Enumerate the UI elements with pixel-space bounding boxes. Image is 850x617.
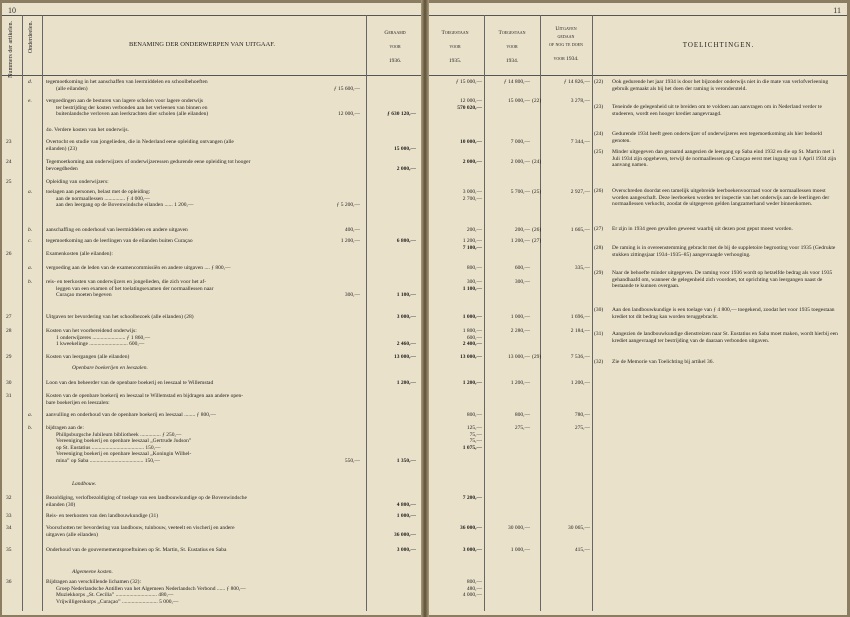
amount-1935: 2 000,— <box>462 159 482 165</box>
note-text: Er zijn in 1934 geen gevallen geweest waarbij uit dezen post geput moest worden. <box>612 226 793 232</box>
amount-1935: 3 000,— <box>462 547 482 553</box>
expenditure-1934: 3 278,— <box>570 98 590 104</box>
amount-1935: 75,— <box>469 431 482 438</box>
row-description: Kosten van leergangen (alle eilanden) <box>46 354 130 360</box>
row-description: tegemoetkoming aan de leerlingen van de eilanden buiten Curaçao <box>46 238 193 244</box>
part-letter: a. <box>28 412 33 418</box>
row-description: vergoeding aan de leden van de examencommissiën en andere uitgaven .... ƒ 800,— <box>46 265 231 271</box>
row-description: eilanden (30) <box>46 501 76 508</box>
row-subtotal: ƒ 5 200,— <box>336 202 360 209</box>
amount-1934: 1 200,— <box>510 380 530 386</box>
row-description: Kosten van de openbare boekerij en leeszaal te Willemstad en bijdragen aan andere open- <box>46 393 244 399</box>
row-description: aanvulling en onderhoud van de openbare boekerij en leeszaal ........ ƒ 800,— <box>46 412 216 418</box>
amount-1934: 5 700,— <box>510 189 530 195</box>
expenditure-1934: 7 536,— <box>570 354 590 360</box>
note-text: Overschreden doordat een tamelijk uitgebreide leerboekenvoorraad voor de normaallessen moest worden aangeschaft. Deze leerboeken worden ter inspectie van het onderwijs aan de leerlingen der normaallessen verkocht, zoodat de uitgegeven gelden langzamerhand weder binnenkomen. <box>612 188 830 208</box>
amount-1935: 1 075,— <box>462 444 482 451</box>
amount-1935: 300,— <box>466 279 482 285</box>
header-geraamd: Geraamd voor 1936. <box>384 30 406 64</box>
amount-1935: 570 020,— <box>457 104 482 111</box>
amount-1936: 1 100,— <box>396 292 416 299</box>
amount-1935: 800,— <box>466 412 482 418</box>
right-page <box>426 3 847 615</box>
expenditure-1934: ƒ 14 826,— <box>563 79 590 85</box>
header-toegestaan-1935: Toegestaan voor 1935. <box>441 30 469 64</box>
amount-1936: 2 460,— <box>396 341 416 348</box>
row-description: Vrijwilligerskorps „Curaçao” .......................... 5 000,— <box>56 598 179 605</box>
article-number: 30 <box>6 380 12 386</box>
amount-1934: 1 000,— <box>510 547 530 553</box>
row-description: Overtocht en studie van jongelieden, die in Nederland eene opleiding ontvangen (alle <box>46 139 234 145</box>
row-description: aan de normaallessen ............... ƒ 4 000,— <box>56 195 150 202</box>
amount-1935: 10 000,— <box>460 139 482 145</box>
header-nummers: Nummers der artikelen. <box>8 21 14 78</box>
article-number: 27 <box>6 314 12 320</box>
note-number: (27) <box>594 226 604 232</box>
note-text: Gedurende 1934 heeft geen onderwijzer of onderwijzeres een tegemoetkoming als hier bedoeld genoten. <box>612 131 822 144</box>
article-number: 35 <box>6 547 12 553</box>
row-description: Uitgaven ter bevordering van het schoolbezoek (alle eilanden) (28) <box>46 314 194 320</box>
expenditure-1934: 275,— <box>574 425 590 431</box>
left-page <box>2 3 424 615</box>
amount-1935: 800,— <box>466 579 482 585</box>
note-number: (26) <box>594 188 604 194</box>
row-subtotal: 1 200,— <box>340 238 360 244</box>
row-subtotal: 400,— <box>344 227 360 233</box>
expenditure-1934: 2 927,— <box>570 189 590 195</box>
row-description: Kosten van het voorbereidend onderwijs: <box>46 328 137 334</box>
expenditure-1934: 780,— <box>574 412 590 418</box>
amount-1935: 75,— <box>469 438 482 445</box>
amount-1934: 1 200,— <box>510 238 530 244</box>
note-text: Aan den landbouwkundige is een toelage van ƒ 4 800,— toegekend, zoodat het voor 1935 toegestaan krediet tot dit bedrag kan worden teruggebracht. <box>612 307 835 320</box>
amount-1935: 2 400,— <box>462 341 482 348</box>
header-toegestaan-1934: Toegestaan voor 1934. <box>498 30 526 64</box>
note-ref: (27) <box>532 238 542 244</box>
row-description: tegemoetkoming in het aanschaffen van leermiddelen en schoolbehoeften <box>46 79 208 85</box>
row-description: (alle eilanden) <box>56 85 88 92</box>
header-toelichtingen: TOELICHTINGEN. <box>682 41 755 49</box>
note-text: Aangezien de landbouwkundige dienstreizen naar St. Eustatius en Saba moet maken, wordt hierbij een krediet aangevraagd ter bestrijding van de daaraan verbonden uitgaven. <box>612 331 838 344</box>
row-description: 4o. Verdere kosten van het onderwijs. <box>46 127 129 133</box>
note-text: De raming is in overeenstemming gebracht met de bij de suppletoire begrooting voor 1935 (Gedrukte stukken zittingsjaar 1934–1935–85) aangevraagde verhooging. <box>612 245 836 258</box>
page-number-left: 10 <box>8 6 16 15</box>
row-description: op St. Eustatius ...................................... 150,— <box>56 444 161 451</box>
row-description: 1 kweekelinge ............................ 600,— <box>56 341 145 348</box>
note-number: (31) <box>594 331 604 337</box>
note-ref: (29) <box>532 354 542 360</box>
part-letter: c. <box>28 238 32 244</box>
amount-1936: ƒ 630 120,— <box>387 111 416 118</box>
article-number: 32 <box>6 495 12 501</box>
note-number: (28) <box>594 245 604 251</box>
row-description: Loon van den beheerder van de openbare boekerij en leeszaal te Willemstad <box>46 380 214 386</box>
amount-1935: 600,— <box>466 334 482 341</box>
expenditure-1934: 335,— <box>574 265 590 271</box>
row-description: bare boekerijen en leeszalen: <box>46 399 110 406</box>
amount-1935: 7 200,— <box>462 495 482 501</box>
amount-1935: 4 000,— <box>462 592 482 599</box>
note-ref: (26) <box>532 227 542 233</box>
amount-1934: 300,— <box>514 279 530 285</box>
row-description: aan den leergang op de Bovenwindsche eilanden ...... 1 200,— <box>56 202 194 209</box>
note-number: (23) <box>594 104 604 110</box>
article-number: 31 <box>6 393 12 399</box>
amount-1934: 30 000,— <box>508 525 530 531</box>
note-text: Zie de Memorie van Toelichting bij artikel 36. <box>612 359 714 365</box>
note-text: Naar de behoefte minder uitgegeven. De raming voor 1936 wordt op hetzelfde bedrag als voor 1935 gehandhaafd om, wanneer de gelegenheid zich voordoet, tot oprichting van leergangen naast de bestaande te kunnen overgaan. <box>612 270 833 290</box>
amount-1936: 3 000,— <box>396 547 416 553</box>
header-onderdeelen: Onderdeelen. <box>28 21 34 54</box>
part-letter: a. <box>28 265 33 271</box>
expenditure-1934: 1 665,— <box>570 227 590 233</box>
row-description: eilanden) (23) <box>46 145 77 152</box>
row-description: Reis- en teerkosten van den landbouwkundige (31) <box>46 513 159 519</box>
part-letter: d. <box>28 79 33 85</box>
amount-1936: 1 200,— <box>396 380 416 386</box>
expenditure-1934: 7 344,— <box>570 139 590 145</box>
row-description: bevoegdheden <box>46 165 78 172</box>
amount-1935: 1 100,— <box>462 285 482 292</box>
article-number: 29 <box>6 354 12 360</box>
amount-1934: 15 000,— <box>508 98 530 104</box>
row-description: Algemeene kosten. <box>72 569 113 575</box>
note-number: (32) <box>594 359 604 365</box>
row-description: Bezoldiging, verlofbezoldiging of toelage van een landbouwkundige op de Bovenwindsche <box>46 495 248 501</box>
amount-1935: 480,— <box>466 585 482 592</box>
expenditure-1934: 415,— <box>574 547 590 553</box>
amount-1936: 1 000,— <box>396 513 416 519</box>
row-description: vergoedingen aan de besturen van lagere scholen voor lagere onderwijs <box>46 98 204 104</box>
amount-1935: 200,— <box>466 227 482 233</box>
article-number: 25 <box>6 179 12 185</box>
expenditure-1934: 1 200,— <box>570 380 590 386</box>
article-number: 24 <box>6 159 12 165</box>
note-number: (30) <box>594 307 604 313</box>
article-number: 36 <box>6 579 12 585</box>
amount-1935: 3 000,— <box>462 189 482 195</box>
row-description: Examenkosten (alle eilanden): <box>46 251 113 257</box>
amount-1935: 1 200,— <box>462 238 482 244</box>
row-description: Philipsburgsche Jubileum bibliotheek ............... ƒ 250,— <box>56 431 182 438</box>
row-description: Voorschotten ter bevordering van landbouw, tuinbouw, veeteelt en vischerij en andere <box>46 525 235 531</box>
amount-1935: 13 000,— <box>460 354 482 360</box>
amount-1936: 1 350,— <box>396 458 416 464</box>
amount-1934: 13 000,— <box>508 354 530 360</box>
amount-1936: 6 800,— <box>396 238 416 244</box>
note-ref: (22) <box>532 98 542 104</box>
amount-1936: 2 000,— <box>396 165 416 172</box>
article-number: 28 <box>6 328 12 334</box>
row-description: Curaçao moeten begeven <box>56 292 112 299</box>
amount-1936: 15 000,— <box>394 145 416 152</box>
row-description: ter bestrijding der kosten verbonden aan het verleenen van binnen en <box>56 104 208 111</box>
note-text: Minder uitgegeven dan geraamd aangezien de leergang op Saba eind 1932 en die op St. Martin met 1 Juli 1934 zijn opgeheven, terwijl de normaallessen op Curaçao eerst met ingang van 1 April 1934 zijn aanvang namen. <box>612 149 837 169</box>
part-letter: e. <box>28 98 32 104</box>
amount-1934: ƒ 14 800,— <box>503 79 530 85</box>
part-letter: a. <box>28 189 33 195</box>
amount-1935: 1 800,— <box>462 328 482 334</box>
row-description: Groep Nederlandsche Antillen van het Algemeen Nederlandsch Verbond ...... ƒ 800,— <box>56 585 246 592</box>
amount-1936: 3 000,— <box>396 314 416 320</box>
amount-1934: 1 000,— <box>510 314 530 320</box>
part-letter: b. <box>28 227 33 233</box>
amount-1936: 4 800,— <box>396 501 416 508</box>
row-description: Vereeniging boekerij en openbare leeszaal „Koningin Wilhel- <box>56 451 192 458</box>
amount-1935: 36 000,— <box>460 525 482 531</box>
row-description: aanschaffing en onderhoud van leermiddelen en andere uitgaven <box>46 227 188 233</box>
row-description: bijdragen aan de: <box>46 425 84 431</box>
row-description: reis- en teerkosten van onderwijzers en jongelieden, die zich voor het af- <box>46 279 207 285</box>
amount-1935: 2 700,— <box>462 195 482 202</box>
row-description: toelagen aan personen, belast met de opleiding: <box>46 189 151 195</box>
note-ref: (25) <box>532 189 542 195</box>
article-number: 26 <box>6 251 12 257</box>
part-letter: b. <box>28 425 33 431</box>
row-description: Landbouw. <box>72 481 97 487</box>
row-description: Onderhoud van de gouvernementsproeftuinen op St. Martin, St. Eustatius en Saba <box>46 547 227 553</box>
row-subtotal: 300,— <box>344 292 360 299</box>
row-description: buitenlandsche verloven aan leerkrachten dier scholen (alle eilanden) <box>56 111 209 118</box>
row-description: Tegemoetkoming aan onderwijzers of onderwijzeressen gedurende eene opleiding tot hooger <box>46 159 251 165</box>
amount-1935: 1 000,— <box>462 314 482 320</box>
row-description: 1 onderwijzeres ........................ ƒ 1 860,— <box>56 334 151 341</box>
amount-1936: 36 000,— <box>394 531 416 538</box>
article-number: 33 <box>6 513 12 519</box>
amount-1935: ƒ 15 000,— <box>455 79 482 85</box>
amount-1934: 2 000,— <box>510 159 530 165</box>
header-uitgaven: Uitgaven gedaan of nog te doen voor 1934. <box>549 26 583 62</box>
row-description: Openbare boekerijen en leeszalen. <box>72 365 148 371</box>
amount-1936: 13 000,— <box>394 354 416 360</box>
amount-1934: 275,— <box>514 425 530 431</box>
amount-1934: 200,— <box>514 227 530 233</box>
note-number: (22) <box>594 79 604 85</box>
article-number: 23 <box>6 139 12 145</box>
amount-1935: 12 000,— <box>460 98 482 104</box>
note-ref: (24) <box>532 159 542 165</box>
expenditure-1934: 2 184,— <box>570 328 590 334</box>
amount-1934: 600,— <box>514 265 530 271</box>
row-description: uitgaven (alle eilanden) <box>46 531 98 538</box>
row-description: leggen van een examen of het toelatingsexamen der normaallessen naar <box>56 285 214 292</box>
row-description: Vereeniging boekerij en openbare leeszaal „Gertrude Judson” <box>56 438 192 445</box>
amount-1934: 800,— <box>514 412 530 418</box>
amount-1934: 7 000,— <box>510 139 530 145</box>
amount-1935: 800,— <box>466 265 482 271</box>
row-subtotal: ƒ 15 600,— <box>333 85 360 92</box>
book-gutter <box>421 0 429 617</box>
row-description: Bijdragen aan verschillende lichamen (32): <box>46 579 141 585</box>
row-subtotal: 550,— <box>344 458 360 464</box>
row-description: mina” op Saba ....................................... 150,— <box>56 458 160 464</box>
row-subtotal: 12 000,— <box>338 111 360 118</box>
note-text: Ook gedurende het jaar 1934 is door het bijzonder onderwijs niet in die mate van verlofverleening gebruik gemaakt als bij het doen der raming is verondersteld. <box>612 79 829 92</box>
page-number-right: 11 <box>833 6 841 15</box>
amount-1935: 7 100,— <box>462 244 482 251</box>
note-number: (25) <box>594 149 604 155</box>
amount-1935: 1 200,— <box>462 380 482 386</box>
header-benaming: BENAMING DER ONDERWERPEN VAN UITGAAF. <box>128 41 276 48</box>
expenditure-1934: 1 696,— <box>570 314 590 320</box>
note-number: (29) <box>594 270 604 276</box>
row-description: Muziekkorps „St. Cecilia” .............................. 480,— <box>56 592 174 599</box>
note-text: Teneinde de gelegenheid uit te breiden om te voldoen aan aanvragen om in Nederland verder te studeeren, wordt een hooger krediet aangevraagd. <box>612 104 822 117</box>
row-description: Opleiding van onderwijzers: <box>46 179 109 185</box>
amount-1934: 2 280,— <box>510 328 530 334</box>
part-letter: b. <box>28 279 33 285</box>
note-number: (24) <box>594 131 604 137</box>
article-number: 34 <box>6 525 12 531</box>
expenditure-1934: 30 065,— <box>568 525 590 531</box>
amount-1935: 125,— <box>466 425 482 431</box>
